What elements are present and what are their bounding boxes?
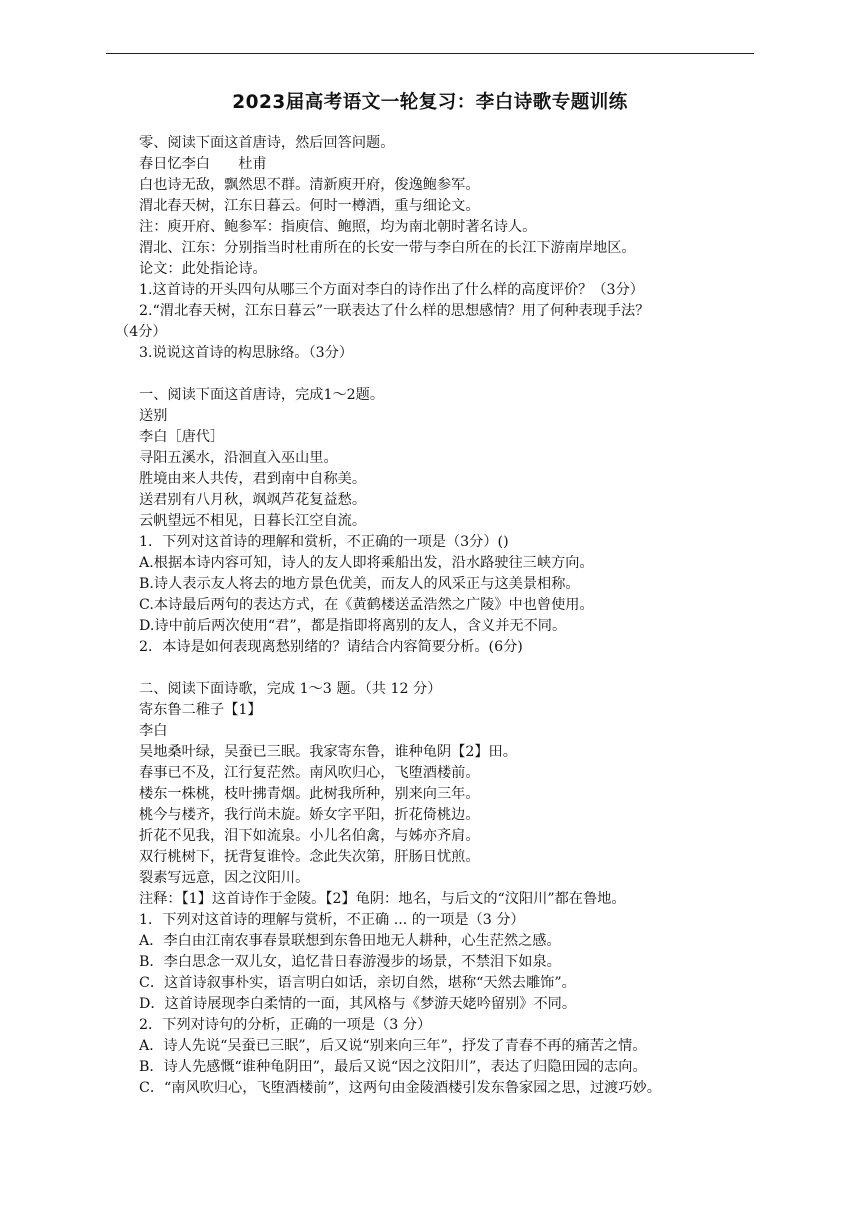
section-heading: 零、阅读下面这首唐诗，然后回答问题。 — [139, 135, 395, 151]
option-b: B．诗人先感慨“谁种龟阴田”，最后又说“因之汶阳川”，表达了归隐田园的志向。 — [139, 1059, 647, 1075]
section-2 — [139, 679, 759, 1099]
question-3: 3.说说这首诗的构思脉络。（3分） — [139, 345, 354, 361]
header-rule — [106, 53, 754, 54]
poem-line: 云帆望远不相见，日暮长江空自流。 — [139, 513, 367, 529]
option-c: C．这首诗叙事朴实，语言明白如话，亲切自然，堪称“天然去雕饰”。 — [139, 975, 576, 991]
poem-title: 送别 — [139, 408, 168, 424]
option-c: C．“南风吹归心，飞堕酒楼前”，这两句由金陵酒楼引发东鲁家园之思，过渡巧妙。 — [139, 1080, 661, 1096]
poem-line: 吴地桑叶绿，吴蚕已三眠。我家寄东鲁，谁种龟阴【2】田。 — [139, 744, 517, 760]
section-heading: 二、阅读下面诗歌，完成 1～3 题。（共 12 分） — [139, 681, 442, 697]
note-line: 论文：此处指论诗。 — [139, 261, 267, 277]
option-c: C.本诗最后两句的表达方式，在《黄鹤楼送孟浩然之广陵》中也曾使用。 — [139, 597, 594, 613]
poem-author: 李白 — [139, 723, 168, 739]
page-title: 2023届高考语文一轮复习：李白诗歌专题训练 — [232, 92, 628, 113]
note-line: 渭北、江东：分别指当时杜甫所在的长安一带与李白所在的长江下游南岸地区。 — [139, 240, 636, 256]
poem-author: 李白［唐代］ — [139, 429, 225, 445]
poem-line: 胜境由来人共传，君到南中自称美。 — [139, 471, 367, 487]
option-b: B.诗人表示友人将去的地方景色优美，而友人的风采正与这美景相称。 — [139, 576, 580, 592]
question-1: 1．下列对这首诗的理解与赏析，不正确 ... 的一项是（3 分） — [139, 912, 525, 928]
poem-line: 裂素写远意，因之汶阳川。 — [139, 870, 310, 886]
option-d: D.诗中前后两次使用“君”，都是指即将离别的友人，含义并无不同。 — [139, 618, 567, 634]
option-d: D．这首诗展现李白柔情的一面，其风格与《梦游天姥吟留别》不同。 — [139, 996, 577, 1012]
option-a: A．李白由江南农事春景联想到东鲁田地无人耕种，心生茫然之感。 — [139, 933, 561, 949]
poem-title: 寄东鲁二稚子【1】 — [139, 702, 262, 718]
option-a: A．诗人先说“吴蚕已三眠”，后又说“别来向三年”，抒发了青春不再的痛苦之情。 — [139, 1038, 647, 1054]
poem-line: 折花不见我，泪下如流泉。小儿名伯禽，与姊亦齐肩。 — [139, 828, 480, 844]
poem-line: 双行桃树下，抚背复谁怜。念此失次第，肝肠日忧煎。 — [139, 849, 480, 865]
question-2: 2．本诗是如何表现离愁别绪的？请结合内容简要分析。(6分) — [139, 639, 523, 655]
question-1: 1．下列对这首诗的理解和赏析，不正确的一项是（3分）() — [139, 534, 509, 550]
section-0 — [115, 133, 759, 364]
poem-title: 春日忆李白 杜甫 — [139, 156, 267, 172]
question-2: 2．下列对诗句的分析，正确的一项是（3 分） — [139, 1017, 432, 1033]
poem-line: 楼东一株桃，枝叶拂青烟。此树我所种，别来向三年。 — [139, 786, 480, 802]
option-a: A.根据本诗内容可知，诗人的友人即将乘船出发，沿水路驶往三峡方向。 — [139, 555, 594, 571]
section-1 — [139, 385, 759, 658]
annotation: 注释：【1】这首诗作于金陵。【2】龟阴：地名，与后文的“汶阳川”都在鲁地。 — [139, 891, 626, 907]
poem-line: 白也诗无敌，飘然思不群。清新庾开府，俊逸鲍参军。 — [139, 177, 480, 193]
document-body — [115, 133, 759, 1099]
poem-line: 桃今与楼齐，我行尚未旋。娇女字平阳，折花倚桃边。 — [139, 807, 480, 823]
question-2: 2.“渭北春天树，江东日暮云”一联表达了什么样的思想感情？用了何种表现手法？ — [139, 303, 650, 319]
option-b: B．李白思念一双儿女，追忆昔日春游漫步的场景，不禁泪下如泉。 — [139, 954, 561, 970]
poem-line: 送君别有八月秋，飒飒芦花复益愁。 — [139, 492, 367, 508]
poem-line: 渭北春天树，江东日暮云。何时一樽酒，重与细论文。 — [139, 198, 480, 214]
question-2-score: （4分） — [115, 324, 167, 340]
poem-line: 春事已不及，江行复茫然。南风吹归心，飞堕酒楼前。 — [139, 765, 480, 781]
poem-line: 寻阳五溪水，沿洄直入巫山里。 — [139, 450, 338, 466]
section-heading: 一、阅读下面这首唐诗，完成1～2题。 — [139, 387, 385, 403]
note-line: 注：庾开府、鲍参军：指庾信、鲍照，均为南北朝时著名诗人。 — [139, 219, 537, 235]
question-1: 1.这首诗的开头四句从哪三个方面对李白的诗作出了什么样的高度评价？（3分） — [139, 282, 644, 298]
